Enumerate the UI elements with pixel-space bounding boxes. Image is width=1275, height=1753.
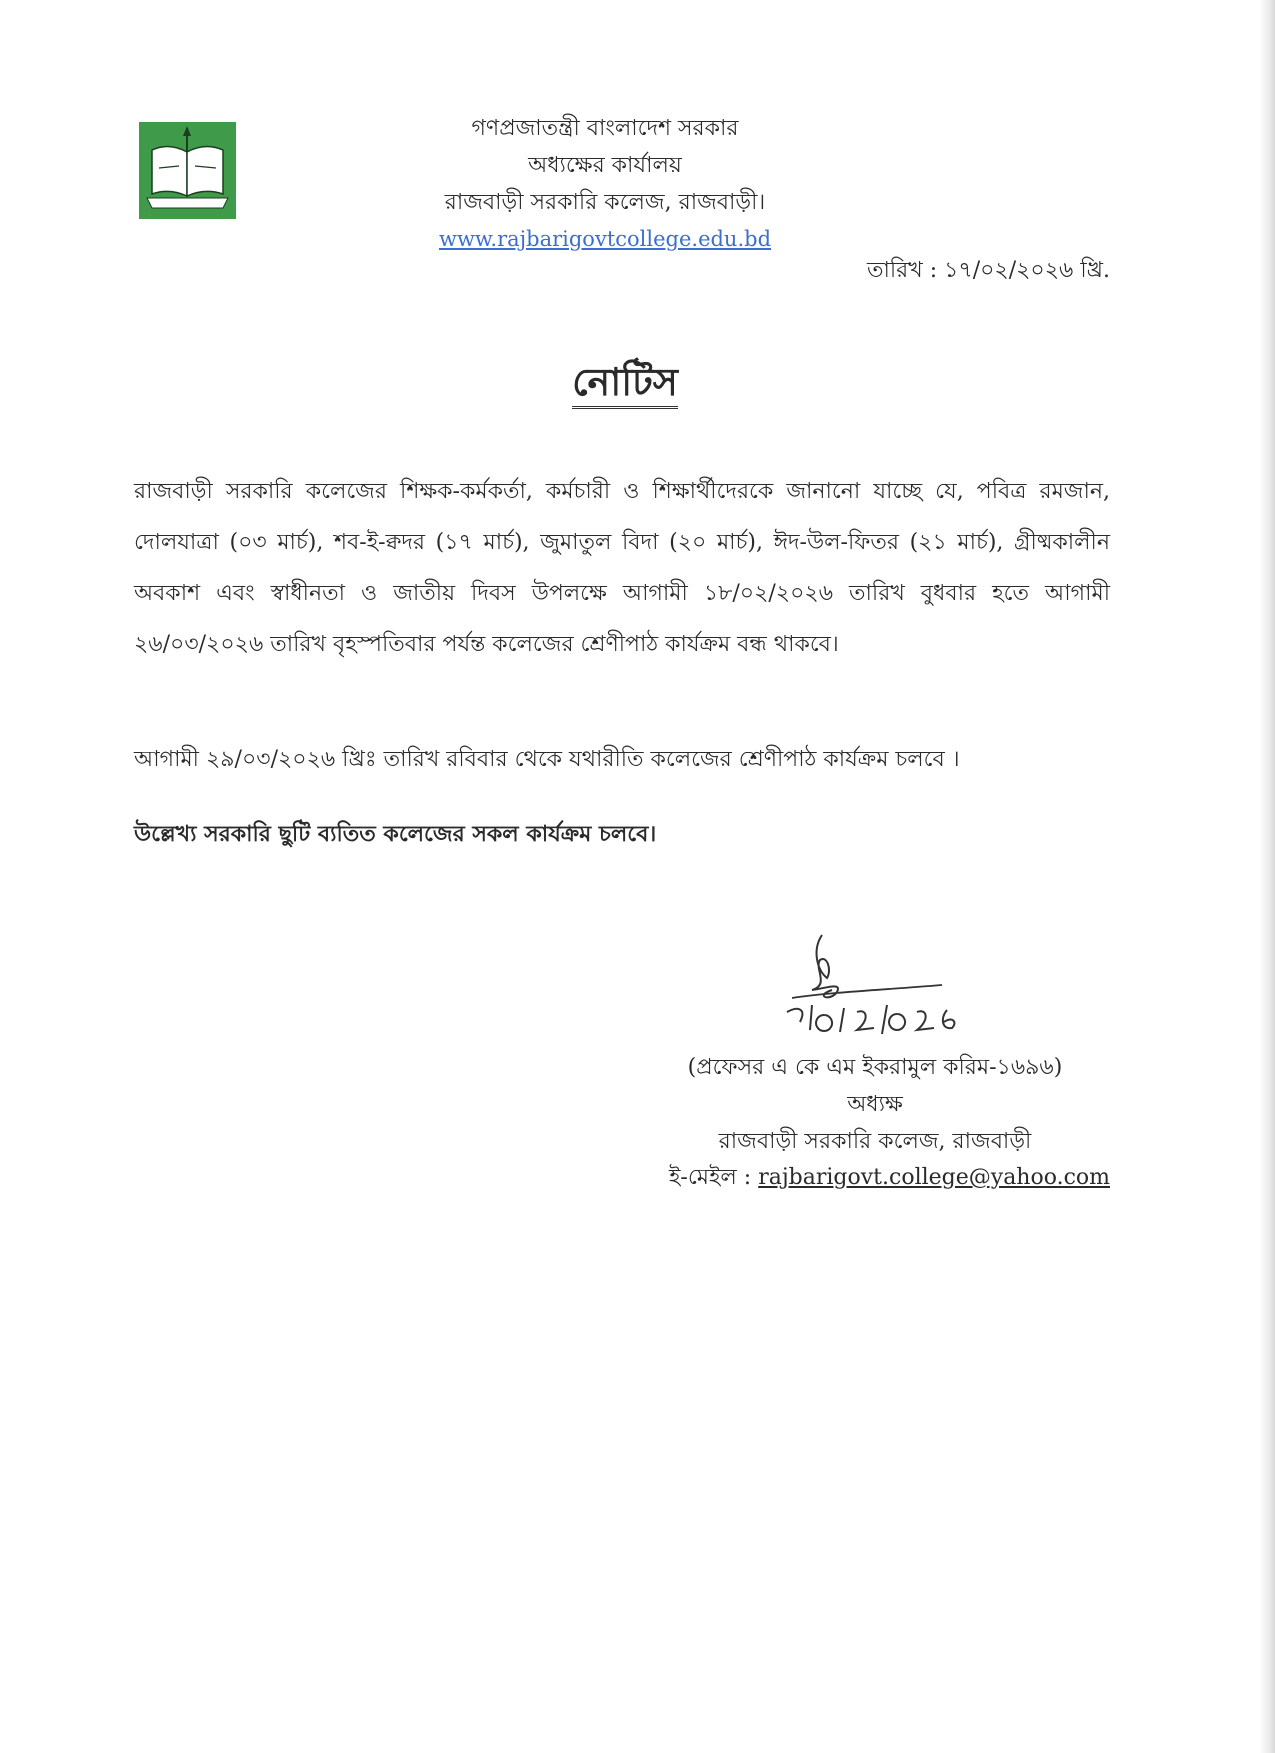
- website-link[interactable]: www.rajbarigovtcollege.edu.bd: [438, 227, 772, 251]
- office-line: অধ্যক্ষের কার্যালয়: [528, 153, 682, 178]
- signatory-institution: রাজবাড়ী সরকারি কলেজ, রাজবাড়ী: [718, 1129, 1032, 1154]
- signatory-designation: অধ্যক্ষ: [847, 1092, 903, 1117]
- letterhead: [380, 110, 830, 258]
- notice-title-text: নোটিস: [572, 359, 678, 409]
- college-line: রাজবাড়ী সরকারি কলেজ, রাজবাড়ী।: [444, 190, 766, 215]
- open-book-icon: [139, 122, 236, 219]
- notice-paragraph-3: উল্লেখ্য সরকারি ছুটি ব্যতিত কলেজের সকল কার্যক্রম চলবে।: [134, 821, 657, 847]
- scan-edge-shadow: [1259, 0, 1275, 1753]
- notice-paragraph-1: রাজবাড়ী সরকারি কলেজের শিক্ষক-কর্মকর্তা, কর্মচারী ও শিক্ষার্থীদেরকে জানানো যাচ্ছে যে, পবিত্র রমজান, দোলযাত্রা (০৩ মার্চ), শব-ই-ক্বদর (১৭ মার্চ), জুমাতুল বিদা (২০ মার্চ), ঈদ-উল-ফিতর (২১ মার্চ), গ্রীষ্মকালীন অবকাশ এবং স্বাধীনতা ও জাতীয় দিবস উপলক্ষে আগামী ১৮/০২/২০২৬ তারিখ বুধবার হতে আগামী ২৬/০৩/২০২৬ তারিখ বৃহস্পতিবার পর্যন্ত কলেজের শ্রেণীপাঠ কার্যক্রম বন্ধ থাকবে।: [134, 479, 1110, 657]
- notice-date: তারিখ : ১৭/০২/২০২৬ খ্রি.: [866, 258, 1110, 283]
- college-logo: [139, 122, 236, 219]
- notice-paragraph-2: আগামী ২৯/০৩/২০২৬ খ্রিঃ তারিখ রবিবার থেকে যথারীতি কলেজের শ্রেণীপাঠ কার্যক্রম চলবে ।: [134, 747, 960, 772]
- email-label: ই-মেইল :: [668, 1165, 759, 1190]
- email-line: [560, 1160, 1110, 1197]
- signatory-name: (প্রফেসর এ কে এম ইকরামুল করিম-১৬৯৬): [687, 1055, 1063, 1080]
- notice-title: [460, 353, 790, 417]
- signatory-block: [640, 1049, 1110, 1160]
- handwritten-signature: [772, 930, 1012, 1050]
- email-address-link[interactable]: rajbarigovt.college@yahoo.com: [758, 1165, 1110, 1190]
- government-line: গণপ্রজাতন্ত্রী বাংলাদেশ সরকার: [471, 116, 739, 141]
